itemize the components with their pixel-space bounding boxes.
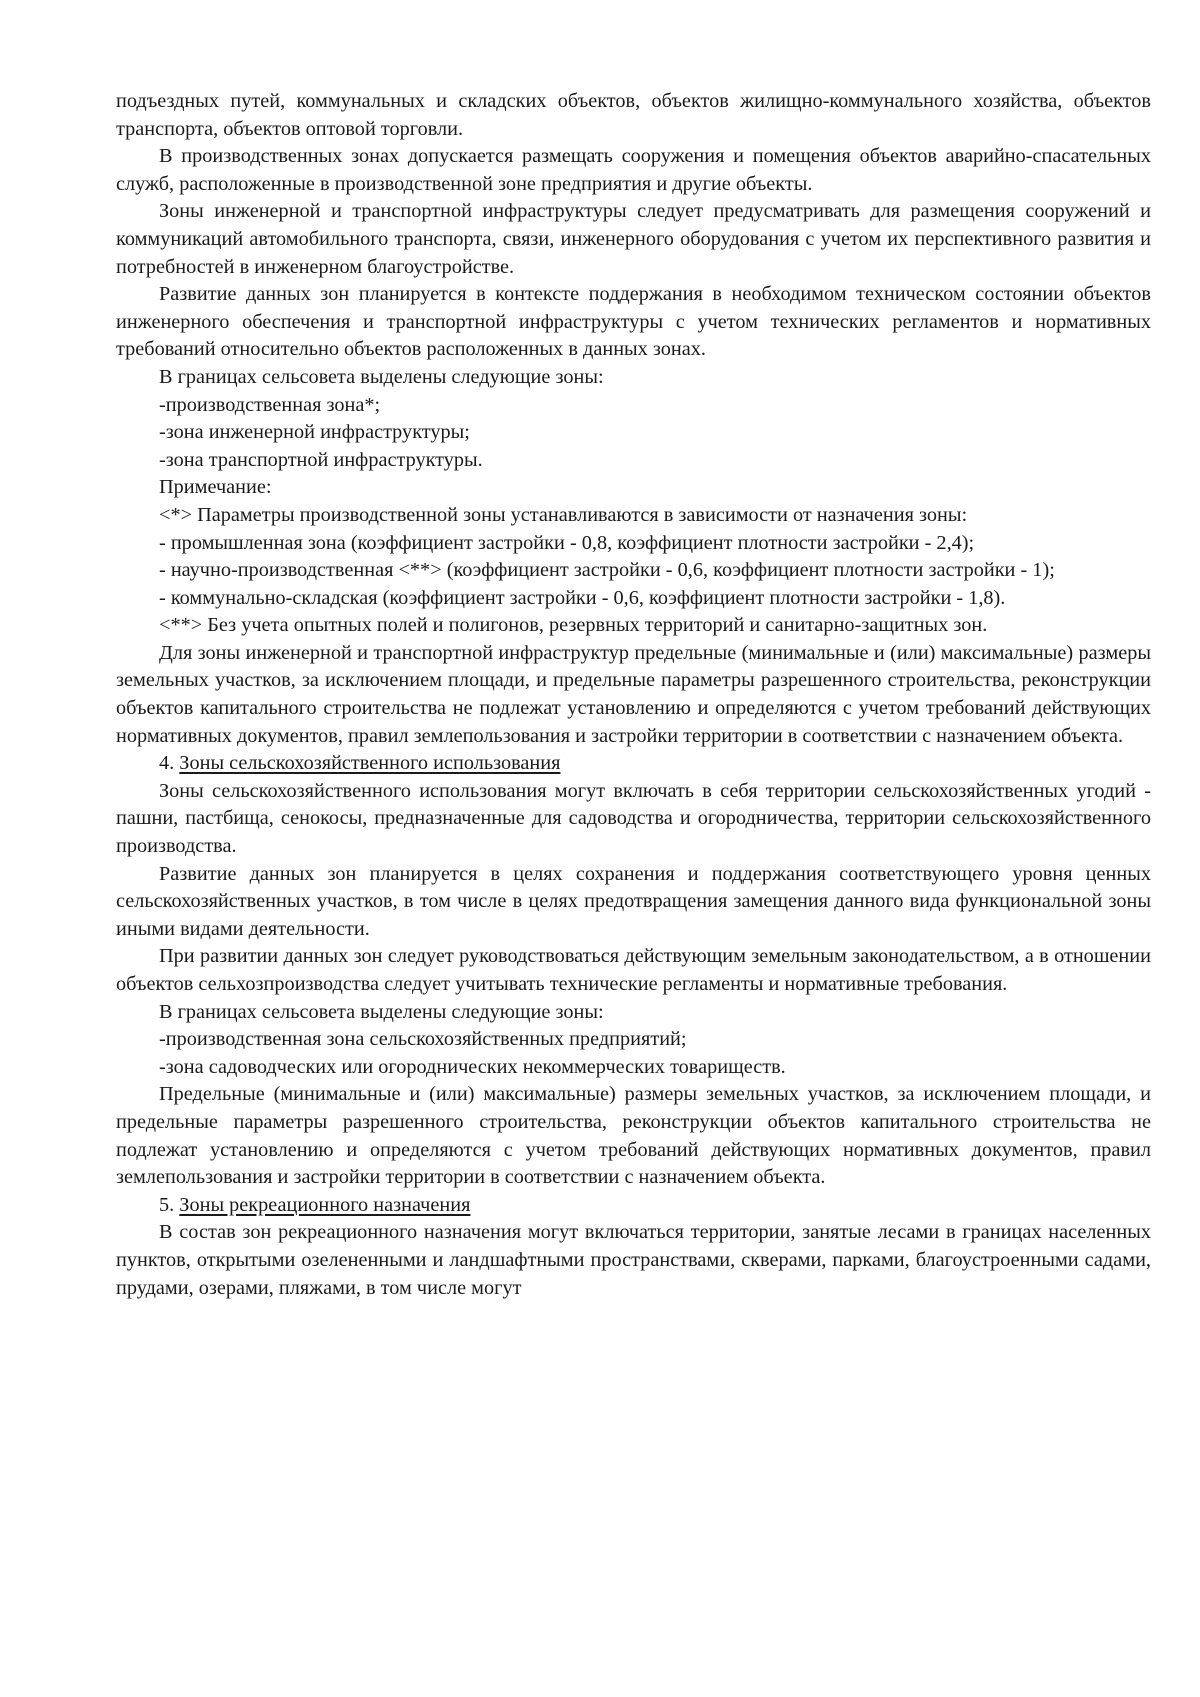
paragraph-infrastructure-limits: Для зоны инженерной и транспортной инфраструктур предельные (минимальные и (или) максимальные) размеры земельных участков, за исключением площади, и предельные параметры разрешенного строительства, реконструкции объектов капитального строительства не подлежат установлению и определяются с учетом требований действующих нормативных документов, правил землепользования и застройки территории в соответствии с назначением объекта.	[116, 641, 1151, 747]
paragraph-agriculture-2: Развитие данных зон планируется в целях сохранения и поддержания соответствующего уровня ценных сельскохозяйственных участков, в том числе в целях предотвращения замещения данного вида функциональной зоны иными видами деятельности.	[116, 862, 1151, 940]
paragraph-production-zones: В производственных зонах допускается размещать сооружения и помещения объектов аварийно-спасательных служб, расположенные в производственной зоне предприятия и другие объекты.	[116, 145, 1151, 195]
note-label: Примечание:	[159, 476, 272, 499]
list-item-zone: -зона инженерной инфраструктуры;	[159, 421, 470, 444]
paragraph-recreation: В состав зон рекреационного назначения могут включаться территории, занятые лесами в границах населенных пунктов, открытыми озелененными и ландшафтными пространствами, скверами, парками, благоустроенными садами, прудами, озерами, пляжами, в том числе могут	[116, 1221, 1151, 1299]
list-item-zone: -производственная зона сельскохозяйственных предприятий;	[159, 1028, 687, 1051]
section-heading-5	[116, 1192, 1151, 1220]
paragraph-agriculture-1: Зоны сельскохозяйственного использования могут включать в себя территории сельскохозяйственных угодий - пашни, пастбища, сенокосы, предназначенные для садоводства и огородничества, территории сельскохозяйственного производства.	[116, 779, 1151, 858]
note-star: <*> Параметры производственной зоны устанавливаются в зависимости от назначения зоны:	[159, 503, 968, 526]
note-double-star: <**> Без учета опытных полей и полигонов, резервных территорий и санитарно-защитных зон.	[159, 614, 988, 637]
note-industrial-zone: - промышленная зона (коэффициент застройки - 0,8, коэффициент плотности застройки - 2,4);	[159, 531, 975, 554]
section-heading-4	[116, 750, 1151, 778]
section-title: Зоны сельскохозяйственного использования	[179, 752, 561, 775]
paragraph-agriculture-3: При развитии данных зон следует руководствоваться действующим земельным законодательством, а в отношении объектов сельхозпроизводства следует учитывать технические регламенты и нормативные требования.	[116, 945, 1151, 995]
section-title: Зоны рекреационного назначения	[179, 1193, 471, 1216]
section-number: 4.	[159, 752, 175, 775]
list-item-zone: -зона садоводческих или огороднических некоммерческих товариществ.	[159, 1055, 786, 1078]
note-science-zone: - научно-производственная <**> (коэффициент застройки - 0,6, коэффициент плотности застройки - 1);	[159, 559, 1055, 582]
note-communal-zone: - коммунально-складская (коэффициент застройки - 0,6, коэффициент плотности застройки - 1,8).	[159, 586, 1006, 609]
paragraph-infrastructure: Зоны инженерной и транспортной инфраструктуры следует предусматривать для размещения сооружений и коммуникаций автомобильного транспорта, связи, инженерного оборудования с учетом их перспективного развития и потребностей в инженерном благоустройстве.	[116, 200, 1151, 278]
list-item-zone: -зона транспортной инфраструктуры.	[159, 448, 483, 471]
paragraph-infrastructure-development: Развитие данных зон планируется в контексте поддержания в необходимом техническом состоянии объектов инженерного обеспечения и транспортной инфраструктуры с учетом технических регламентов и нормативных требований относительно объектов расположенных в данных зонах.	[116, 283, 1151, 361]
paragraph-intro: подъездных путей, коммунальных и складских объектов, объектов жилищно-коммунального хозяйства, объектов транспорта, объектов оптовой торговли.	[116, 90, 1151, 140]
section-number: 5.	[159, 1193, 175, 1216]
paragraph-agriculture-limits: Предельные (минимальные и (или) максимальные) размеры земельных участков, за исключением площади, и предельные параметры разрешенного строительства, реконструкции объектов капитального строительства не подлежат установлению и определяются с учетом требований действующих нормативных документов, правил землепользования и застройки территории в соответствии с назначением объекта.	[116, 1083, 1151, 1189]
paragraph-zones-intro: В границах сельсовета выделены следующие зоны:	[159, 1000, 604, 1023]
list-item-zone: -производственная зона*;	[159, 393, 381, 416]
paragraph-zones-intro: В границах сельсовета выделены следующие зоны:	[159, 365, 604, 388]
